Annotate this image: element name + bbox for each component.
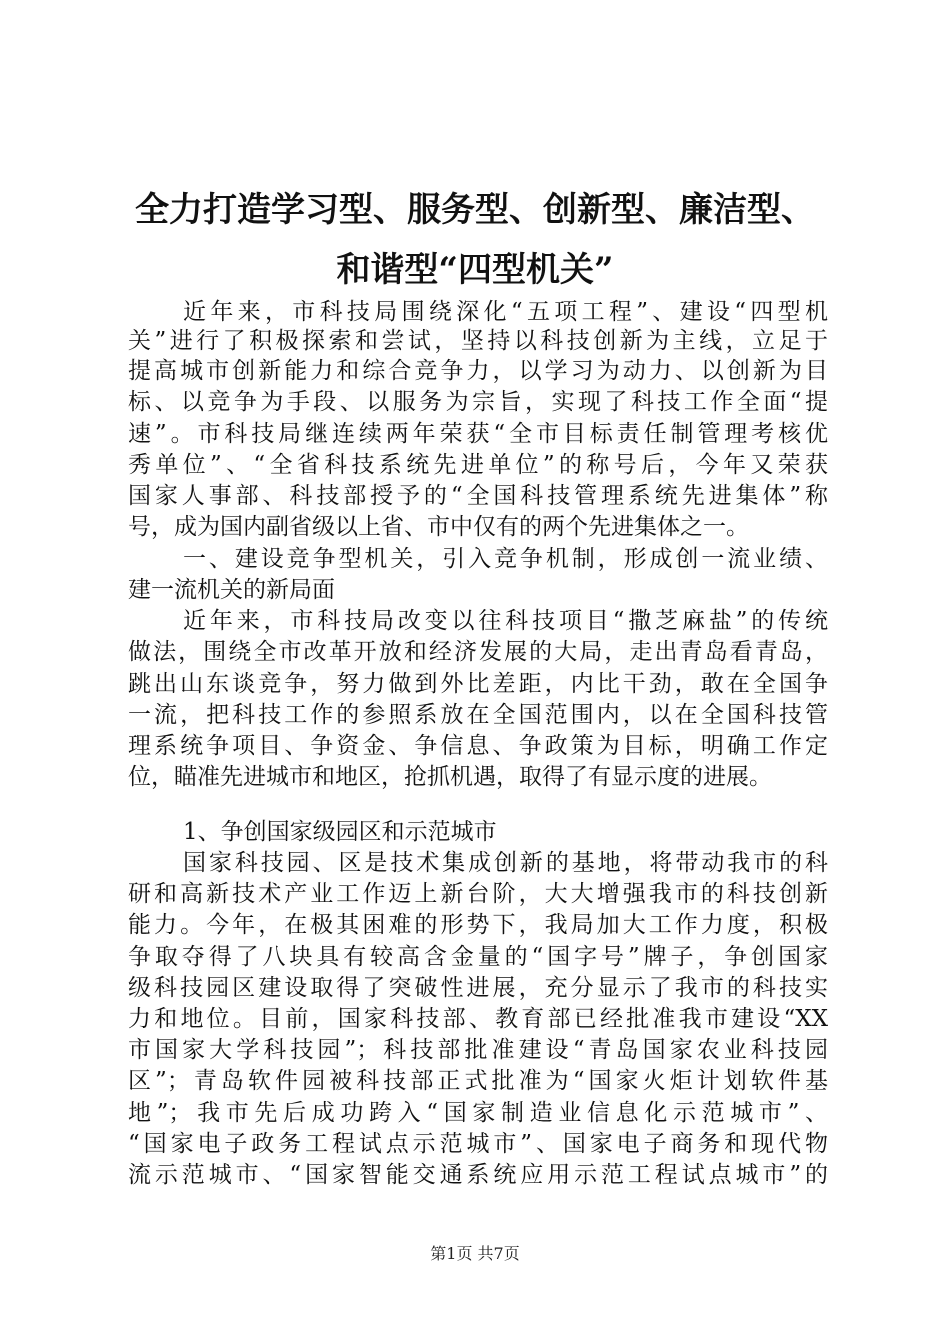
paragraph-line: 近年来，市科技局改变以往科技项目“撒芝麻盐”的传统 <box>183 608 828 634</box>
paragraph-line: 国家科技园、区是技术集成创新的基地，将带动我市的科 <box>183 850 828 876</box>
paragraph-line: 关”进行了积极探索和尝试，坚持以科技创新为主线，立足于 <box>128 328 828 354</box>
subsection-heading: 1、争创国家级园区和示范城市 <box>183 819 497 845</box>
paragraph-line: 流示范城市、“国家智能交通系统应用示范工程试点城市”的 <box>128 1162 828 1188</box>
paragraph-line: 位，瞄准先进城市和地区，抢抓机遇，取得了有显示度的进展。 <box>128 764 772 790</box>
paragraph-line: 区”；青岛软件园被科技部正式批准为“国家火炬计划软件基 <box>128 1068 828 1094</box>
paragraph-line: “国家电子政务工程试点示范城市”、国家电子商务和现代物 <box>128 1131 828 1157</box>
paragraph-line: 争取夺得了八块具有较高含金量的“国字号”牌子，争创国家 <box>128 944 828 970</box>
paragraph-line: 标、以竞争为手段、以服务为宗旨，实现了科技工作全面“提 <box>128 389 828 415</box>
title-line-1: 全力打造学习型、服务型、创新型、廉洁型、 <box>135 190 815 230</box>
paragraph-line: 一流，把科技工作的参照系放在全国范围内，以在全国科技管 <box>128 702 828 728</box>
paragraph-line: 研和高新技术产业工作迈上新台阶，大大增强我市的科技创新 <box>128 881 828 907</box>
paragraph-line: 能力。今年，在极其困难的形势下，我局加大工作力度，积极 <box>128 912 828 938</box>
paragraph-line: 做法，围绕全市改革开放和经济发展的大局，走出青岛看青岛， <box>128 639 828 665</box>
title-line-2: 和谐型“四型机关” <box>336 250 614 290</box>
paragraph-line: 国家人事部、科技部授予的“全国科技管理系统先进集体”称 <box>128 483 828 509</box>
paragraph-line: 速”。市科技局继连续两年荣获“全市目标责任制管理考核优 <box>128 421 828 447</box>
paragraph-line: 提高城市创新能力和综合竞争力，以学习为动力、以创新为目 <box>128 358 828 384</box>
paragraph-line: 市国家大学科技园”；科技部批准建设“青岛国家农业科技园 <box>128 1037 828 1063</box>
paragraph-line: 号，成为国内副省级以上省、市中仅有的两个先进集体之一。 <box>128 514 749 540</box>
paragraph-line: 理系统争项目、争资金、争信息、争政策为目标，明确工作定 <box>128 733 828 759</box>
paragraph-line: 秀单位”、“全省科技系统先进单位”的称号后，今年又荣获 <box>128 452 828 478</box>
section-heading-line: 建一流机关的新局面 <box>128 577 335 603</box>
paragraph-line: 近年来，市科技局围绕深化“五项工程”、建设“四型机 <box>183 299 828 325</box>
paragraph-line: 级科技园区建设取得了突破性进展，充分显示了我市的科技实 <box>128 975 828 1001</box>
paragraph-line: 跳出山东谈竞争，努力做到外比差距，内比干劲，敢在全国争 <box>128 671 828 697</box>
paragraph-line: 地”；我市先后成功跨入“国家制造业信息化示范城市”、 <box>128 1100 828 1126</box>
paragraph-line: 力和地位。目前，国家科技部、教育部已经批准我市建设“XX <box>128 1006 828 1032</box>
page-footer: 第1页 共7页 <box>430 1244 520 1263</box>
section-heading-line: 一、建设竞争型机关，引入竞争机制，形成创一流业绩、 <box>183 546 828 572</box>
